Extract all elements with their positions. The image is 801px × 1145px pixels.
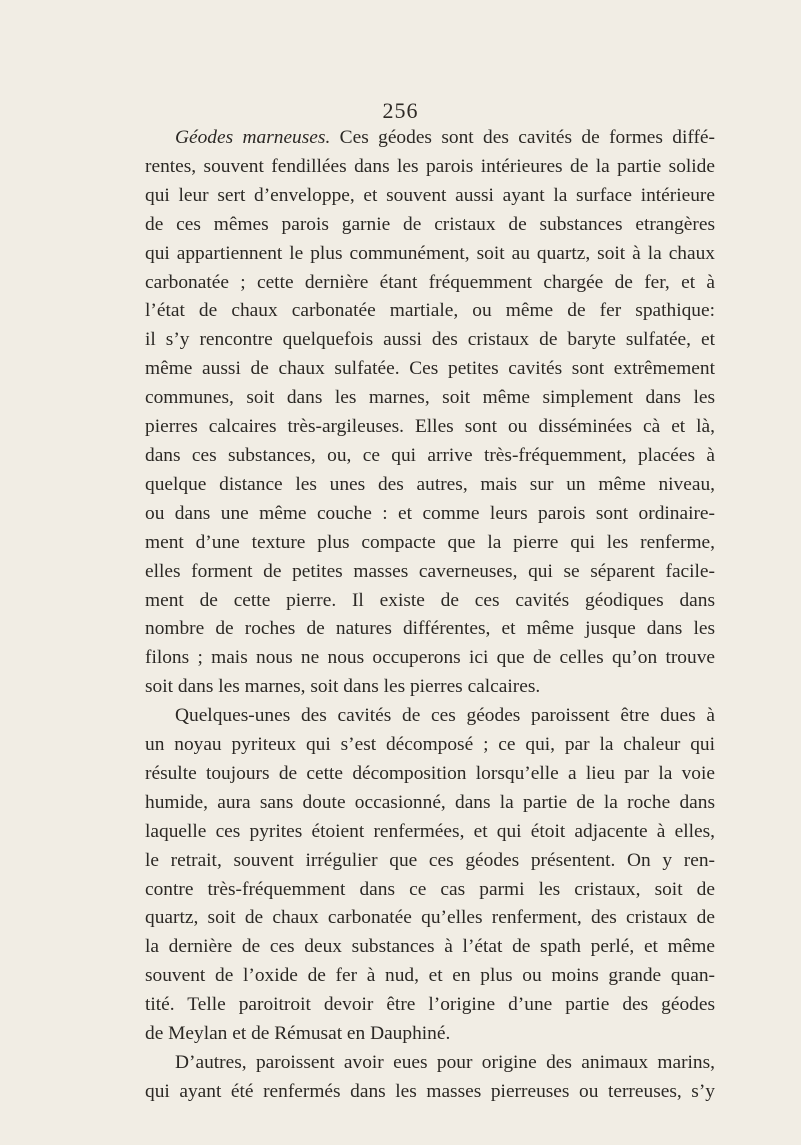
text-line: de ces mêmes parois garnie de cristaux de substances etrangères xyxy=(145,213,715,235)
text-line: Géodes marneuses. Ces géodes sont des cavités de formes diffé- xyxy=(175,127,716,148)
text-line: souvent de l’oxide de fer à nud, et en plus ou moins grande quan- xyxy=(145,965,715,987)
text-line: D’autres, paroissent avoir eues pour origine des animaux marins, xyxy=(175,1052,715,1073)
text-line: soit dans les marnes, soit dans les pierres calcaires. xyxy=(145,676,541,698)
paragraph-2 xyxy=(145,702,715,1049)
text-line: la dernière de ces deux substances à l’état de spath perlé, et même xyxy=(145,936,715,958)
paragraph-3 xyxy=(145,1049,715,1107)
text-line: pierres calcaires très-argileuses. Elles sont ou disséminées cà et là, xyxy=(145,416,715,438)
text-line: contre très-fréquemment dans ce cas parmi les cristaux, soit de xyxy=(145,878,715,900)
text-line: qui appartiennent le plus communément, soit au quartz, soit à la chaux xyxy=(145,242,715,264)
text-line: tité. Telle paroitroit devoir être l’origine d’une partie des géodes xyxy=(145,994,715,1016)
paragraph-1 xyxy=(145,124,715,702)
text-line: l’état de chaux carbonatée martiale, ou même de fer spathique: xyxy=(145,300,715,322)
text-line: quartz, soit de chaux carbonatée qu’elles renferment, des cristaux de xyxy=(145,907,715,929)
text-line: elles forment de petites masses caverneuses, qui se séparent facile- xyxy=(145,560,715,582)
text-line: le retrait, souvent irrégulier que ces géodes présentent. On y ren- xyxy=(145,849,715,871)
text-line: Quelques-unes des cavités de ces géodes paroissent être dues à xyxy=(175,705,715,727)
text-line: quelque distance les unes des autres, mais sur un même niveau, xyxy=(145,473,715,495)
text-line: il s’y rencontre quelquefois aussi des cristaux de baryte sulfatée, et xyxy=(145,329,715,351)
text-line: communes, soit dans les marnes, soit même simplement dans les xyxy=(145,387,715,409)
text-line: de Meylan et de Rémusat en Dauphiné. xyxy=(145,1023,451,1045)
text-line: nombre de roches de natures différentes, et même jusque dans les xyxy=(145,618,715,640)
text-line: ment de cette pierre. Il existe de ces cavités géodiques dans xyxy=(145,589,715,611)
text-line: carbonatée ; cette dernière étant fréquemment chargée de fer, et à xyxy=(145,271,715,293)
section-title: Géodes marneuses. xyxy=(175,127,331,148)
text-line: qui ayant été renfermés dans les masses pierreuses ou terreuses, s’y xyxy=(145,1080,715,1102)
text-line: ment d’une texture plus compacte que la pierre qui les renferme, xyxy=(145,531,715,553)
text-line: résulte toujours de cette décomposition lorsqu’elle a lieu par la voie xyxy=(145,762,715,784)
text-line: humide, aura sans doute occasionné, dans la partie de la roche dans xyxy=(145,791,715,813)
text-line: un noyau pyriteux qui s’est décomposé ; ce qui, par la chaleur qui xyxy=(145,734,715,756)
text-line: dans ces substances, ou, ce qui arrive très-fréquemment, placées à xyxy=(145,444,715,466)
text-line: même aussi de chaux sulfatée. Ces petites cavités sont extrêmement xyxy=(145,358,715,380)
page-number: 256 xyxy=(382,98,419,123)
body-text xyxy=(145,124,715,1107)
text-line: laquelle ces pyrites étoient renfermées, et qui étoit adjacente à elles, xyxy=(145,820,715,842)
text-line: rentes, souvent fendillées dans les parois intérieures de la partie solide xyxy=(145,155,715,177)
text-line: ou dans une même couche : et comme leurs parois sont ordinaire- xyxy=(145,502,715,524)
text-line: qui leur sert d’enveloppe, et souvent aussi ayant la surface intérieure xyxy=(145,184,715,206)
text-line: filons ; mais nous ne nous occuperons ici que de celles qu’on trouve xyxy=(145,647,715,669)
